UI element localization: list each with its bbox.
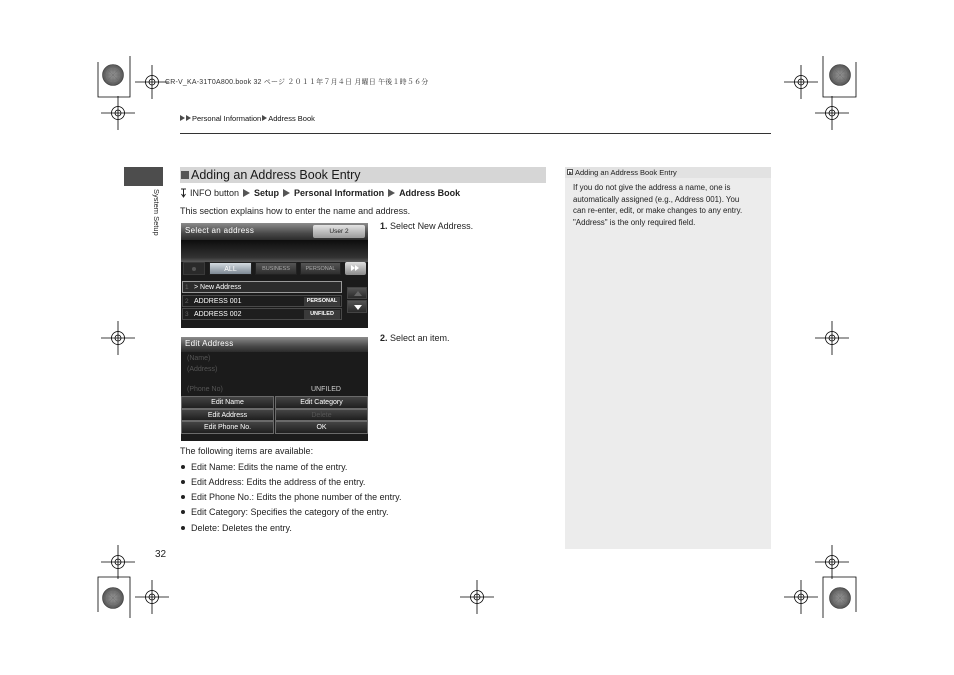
header-rule xyxy=(180,133,771,134)
step-target: New Address xyxy=(417,221,471,231)
print-header: CR-V_KA-31T0A800.book 32 ページ ２０１１年７月４日 月曜日 午後１時５６分 xyxy=(165,79,429,86)
screen-title-bar xyxy=(181,337,368,352)
registration-disk-bottom-right xyxy=(830,588,851,609)
category-value: UNFILED xyxy=(311,386,341,393)
registration-disk-bottom-left xyxy=(103,588,124,609)
registration-disk-top-right xyxy=(830,65,851,86)
step-2 xyxy=(380,333,450,344)
list-item-label: ADDRESS 002 xyxy=(194,311,242,318)
item-desc: : Edits the phone number of the entry. xyxy=(251,492,402,502)
item-term: Edit Category xyxy=(191,507,246,517)
breadcrumb-page: Address Book xyxy=(268,114,315,123)
delete-button: Delete xyxy=(275,409,368,421)
menu-path xyxy=(180,188,460,199)
list-item[interactable] xyxy=(182,308,342,320)
step-1 xyxy=(380,221,473,232)
registration-target xyxy=(815,545,849,579)
registration-target xyxy=(460,580,494,614)
list-item xyxy=(180,491,401,503)
fast-forward-icon xyxy=(355,265,359,271)
arrow-right-icon xyxy=(262,115,267,121)
name-field: (Name) xyxy=(187,355,211,362)
list-item-number: 3 xyxy=(185,311,189,318)
available-intro: The following items are available: xyxy=(180,446,314,456)
item-desc: : Deletes the entry. xyxy=(217,523,292,533)
note-line: automatically assigned (e.g., Address 001). You xyxy=(573,194,740,204)
step-end: . xyxy=(470,221,474,231)
edit-address-screen xyxy=(181,337,368,441)
list-item xyxy=(180,461,347,473)
bullet-icon xyxy=(181,480,185,484)
edit-phone-button[interactable]: Edit Phone No. xyxy=(181,421,274,434)
step-number: 1. xyxy=(380,221,388,231)
select-address-screen xyxy=(181,223,368,328)
list-item-label: > New Address xyxy=(194,284,242,291)
section-header xyxy=(180,167,546,183)
tab-all[interactable]: ALL xyxy=(209,262,252,275)
screen-title: Select an address xyxy=(185,226,255,235)
menu-path-step: Setup xyxy=(254,188,280,198)
tab-business[interactable]: BUSINESS xyxy=(255,262,297,275)
item-term: Edit Address xyxy=(191,477,242,487)
list-item[interactable] xyxy=(182,281,342,293)
screen-title-bar xyxy=(181,223,368,240)
screen-band xyxy=(181,240,368,262)
step-number: 2. xyxy=(380,333,388,343)
registration-target xyxy=(101,321,135,355)
bullet-icon xyxy=(181,526,185,530)
registration-target xyxy=(815,321,849,355)
list-item xyxy=(180,506,388,518)
address-field: (Address) xyxy=(187,366,218,373)
press-button-icon xyxy=(180,188,187,198)
note-line: If you do not give the address a name, one is xyxy=(573,183,731,192)
chapter-tab xyxy=(124,167,163,186)
note-line: "Address" is the only required field. xyxy=(573,217,696,227)
square-icon xyxy=(181,171,189,179)
note-title: Adding an Address Book Entry xyxy=(575,168,677,177)
bullet-icon xyxy=(181,495,185,499)
section-title: Adding an Address Book Entry xyxy=(191,168,361,182)
item-desc: : Edits the name of the entry. xyxy=(233,462,348,472)
item-term: Edit Phone No. xyxy=(191,492,252,502)
tab-personal[interactable]: PERSONAL xyxy=(300,262,341,275)
breadcrumb-section: Personal Information xyxy=(192,114,262,123)
note-line: can re-enter, edit, or make changes to any entry. xyxy=(573,206,743,215)
edit-address-button[interactable]: Edit Address xyxy=(181,409,274,421)
note-sidebar xyxy=(565,167,771,549)
item-term: Edit Name xyxy=(191,462,234,472)
arrow-right-icon xyxy=(243,189,250,197)
edit-category-button[interactable]: Edit Category xyxy=(275,396,368,409)
list-item xyxy=(180,476,365,488)
note-header xyxy=(565,167,771,178)
chevron-down-icon xyxy=(354,305,362,310)
arrow-right-icon xyxy=(180,115,185,121)
arrow-right-icon xyxy=(388,189,395,197)
category-tag: PERSONAL xyxy=(304,297,340,306)
chapter-label: System Setup xyxy=(152,189,161,236)
menu-path-button: INFO button xyxy=(190,188,240,198)
breadcrumb xyxy=(180,114,315,124)
reference-icon xyxy=(567,169,573,175)
intro-text: This section explains how to enter the name and address. xyxy=(180,206,411,216)
bullet-icon xyxy=(181,510,185,514)
arrow-right-icon xyxy=(283,189,290,197)
back-tab[interactable] xyxy=(183,262,205,275)
phone-field: (Phone No) xyxy=(187,386,223,393)
item-term: Delete xyxy=(191,523,218,533)
ok-button[interactable]: OK xyxy=(275,421,368,434)
dot-icon xyxy=(192,267,196,271)
arrow-right-icon xyxy=(186,115,191,121)
user-button[interactable]: User 2 xyxy=(313,225,365,238)
menu-path-step: Personal Information xyxy=(294,188,385,198)
list-item-number: 1 xyxy=(185,284,189,291)
registration-target xyxy=(101,96,135,130)
registration-target xyxy=(784,65,818,99)
item-desc: : Specifies the category of the entry. xyxy=(245,507,389,517)
next-tabs-button[interactable] xyxy=(345,262,366,275)
page-number: 32 xyxy=(155,549,167,560)
registration-disk-top-left xyxy=(103,65,124,86)
list-item xyxy=(180,522,292,534)
list-item-number: 2 xyxy=(185,298,189,305)
list-item-label: ADDRESS 001 xyxy=(194,298,242,305)
registration-target xyxy=(815,96,849,130)
category-tag: UNFILED xyxy=(304,310,340,319)
step-text: Select an item. xyxy=(390,333,450,343)
registration-target xyxy=(101,545,135,579)
list-item[interactable] xyxy=(182,295,342,307)
step-text: Select xyxy=(390,221,416,231)
registration-target xyxy=(135,580,169,614)
chevron-up-icon xyxy=(354,291,362,296)
scroll-up-button[interactable] xyxy=(347,287,367,299)
screen-title: Edit Address xyxy=(185,339,234,348)
menu-path-step: Address Book xyxy=(399,188,461,198)
scroll-down-button[interactable] xyxy=(347,300,367,313)
item-desc: : Edits the address of the entry. xyxy=(241,477,366,487)
registration-target xyxy=(135,65,169,99)
bullet-icon xyxy=(181,465,185,469)
edit-name-button[interactable]: Edit Name xyxy=(181,396,274,409)
registration-target xyxy=(784,580,818,614)
